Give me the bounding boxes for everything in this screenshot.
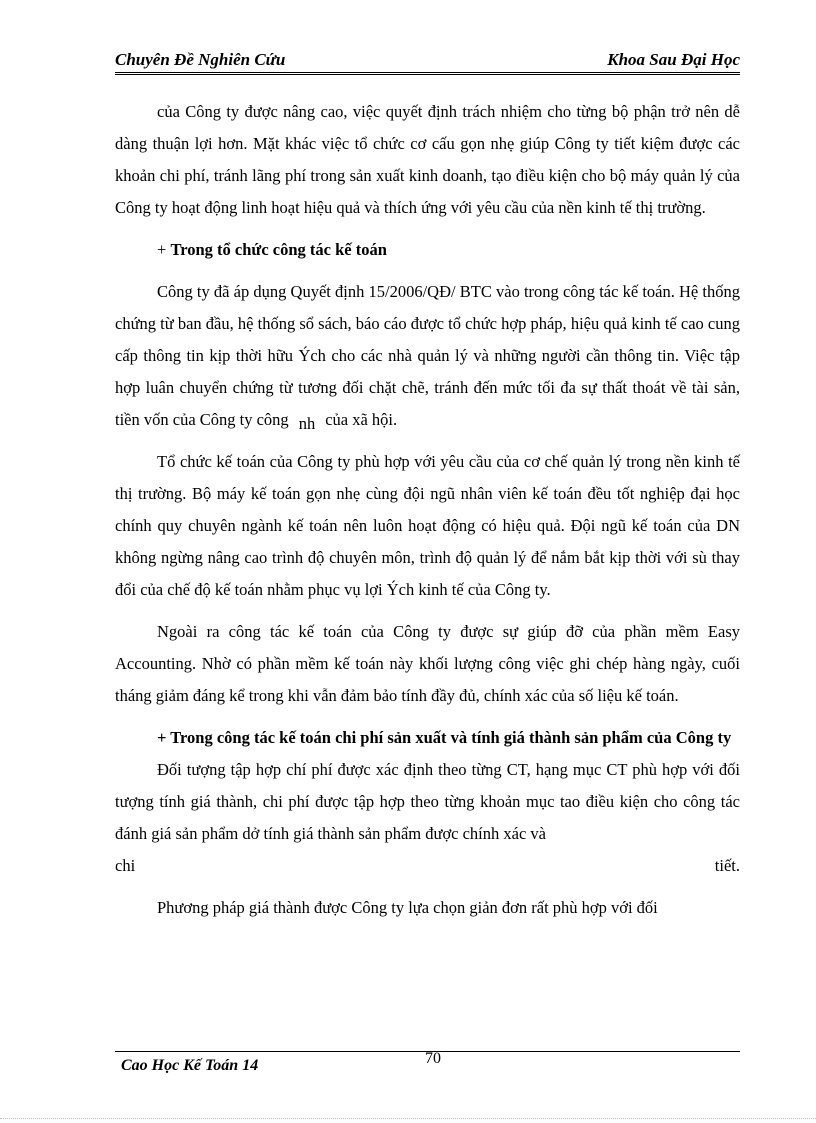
paragraph-3: Tổ chức kế toán của Công ty phù hợp với yêu cầu của cơ chế quản lý trong nền kinh tế thị trường. Bộ máy kế toán gọn nhẹ cùng đội ngũ nhân viên kế toán đều tốt nghiệp đại học chính quy chuyên ngành kế toán nên luôn hoạt động có hiệu quả. Đội ngũ kế toán của DN không ngừng nâng cao trình độ chuyên môn, trình độ quản lý để nắm bắt kịp thời với sù thay đổi của chế độ kế toán nhằm phục vụ lợi Ých kinh tế của Công ty. <box>115 452 740 599</box>
paragraph-4: Ngoài ra công tác kế toán của Công ty được sự giúp đỡ của phần mềm Easy Accounting. Nhờ có phần mềm kế toán này khối lượng công việc ghi chép hàng ngày, cuối tháng giảm đáng kể trong khi vẫn đảm bảo tính đầy đủ, chính xác của số liệu kế toán. <box>115 622 740 705</box>
paragraph-2 <box>115 276 740 436</box>
paragraph-6: Phương pháp giá thành được Công ty lựa chọn giản đơn rất phù hợp với đối <box>157 898 658 917</box>
paragraph-5-last-right: tiết. <box>714 856 740 875</box>
heading-plus: + <box>157 240 171 259</box>
header-left-title: Chuyên Đề Nghiên Cứu <box>115 50 286 69</box>
header-right-title: Khoa Sau Đại Học <box>607 50 740 69</box>
paragraph-2-end: của xã hội. <box>325 410 398 429</box>
page-footer <box>115 1051 740 1082</box>
document-body <box>115 96 740 924</box>
heading-text: Trong tổ chức công tác kế toán <box>170 240 387 259</box>
paragraph-1: của Công ty được nâng cao, việc quyết định trách nhiệm cho từng bộ phận trở nên dễ dàng thuận lợi hơn. Mặt khác việc tổ chức cơ cấu gọn nhẹ giúp Công ty tiết kiệm được các khoản chi phí, tránh lãng phí trong sản xuất kinh doanh, tạo điều kiện cho bộ máy quản lý của Công ty hoạt động linh hoạt hiệu quả và thích ứng với yêu cầu của nền kinh tế thị trường. <box>115 102 740 217</box>
paragraph-2-main: Công ty đã áp dụng Quyết định 15/2006/QĐ/ BTC vào trong công tác kế toán. Hệ thống chứng từ ban đầu, hệ thống sổ sách, báo cáo được tổ chức hợp pháp, hiệu quả kinh tế cao cung cấp thông tin kịp thời hữu Ých cho các nhà quản lý và những người cần thông tin. Việc tập hợp luân chuyển chứng từ tương đối chặt chẽ, tránh đến mức tối đa sự thất thoát về tài sản, tiền vốn của Công ty công <box>115 282 740 429</box>
section-heading-cost: + Trong công tác kế toán chi phí sản xuất và tính giá thành sản phẩm của Công ty <box>157 728 732 747</box>
paragraph-5-text: Đối tượng tập hợp chí phí được xác định theo từng CT, hạng mục CT phù hợp với đối tượng tính giá thành, chi phí được tập hợp theo từng khoản mục tao điều kiện cho công tác đánh giá sản phẩm dở tính giá thành sản phẩm được chính xác và <box>115 760 740 843</box>
page-header <box>115 48 740 75</box>
page-number: 70 <box>425 1050 441 1067</box>
paragraph-2-fragment: nh <box>298 414 316 433</box>
paragraph-5 <box>115 754 740 882</box>
footer-course-title: Cao Học Kế Toán 14 <box>121 1057 259 1074</box>
paragraph-5-last-line <box>115 850 740 882</box>
paragraph-5-last-left: chi <box>115 856 136 875</box>
section-heading-accounting <box>115 234 740 266</box>
page-bottom-dotted-line <box>0 1118 816 1119</box>
